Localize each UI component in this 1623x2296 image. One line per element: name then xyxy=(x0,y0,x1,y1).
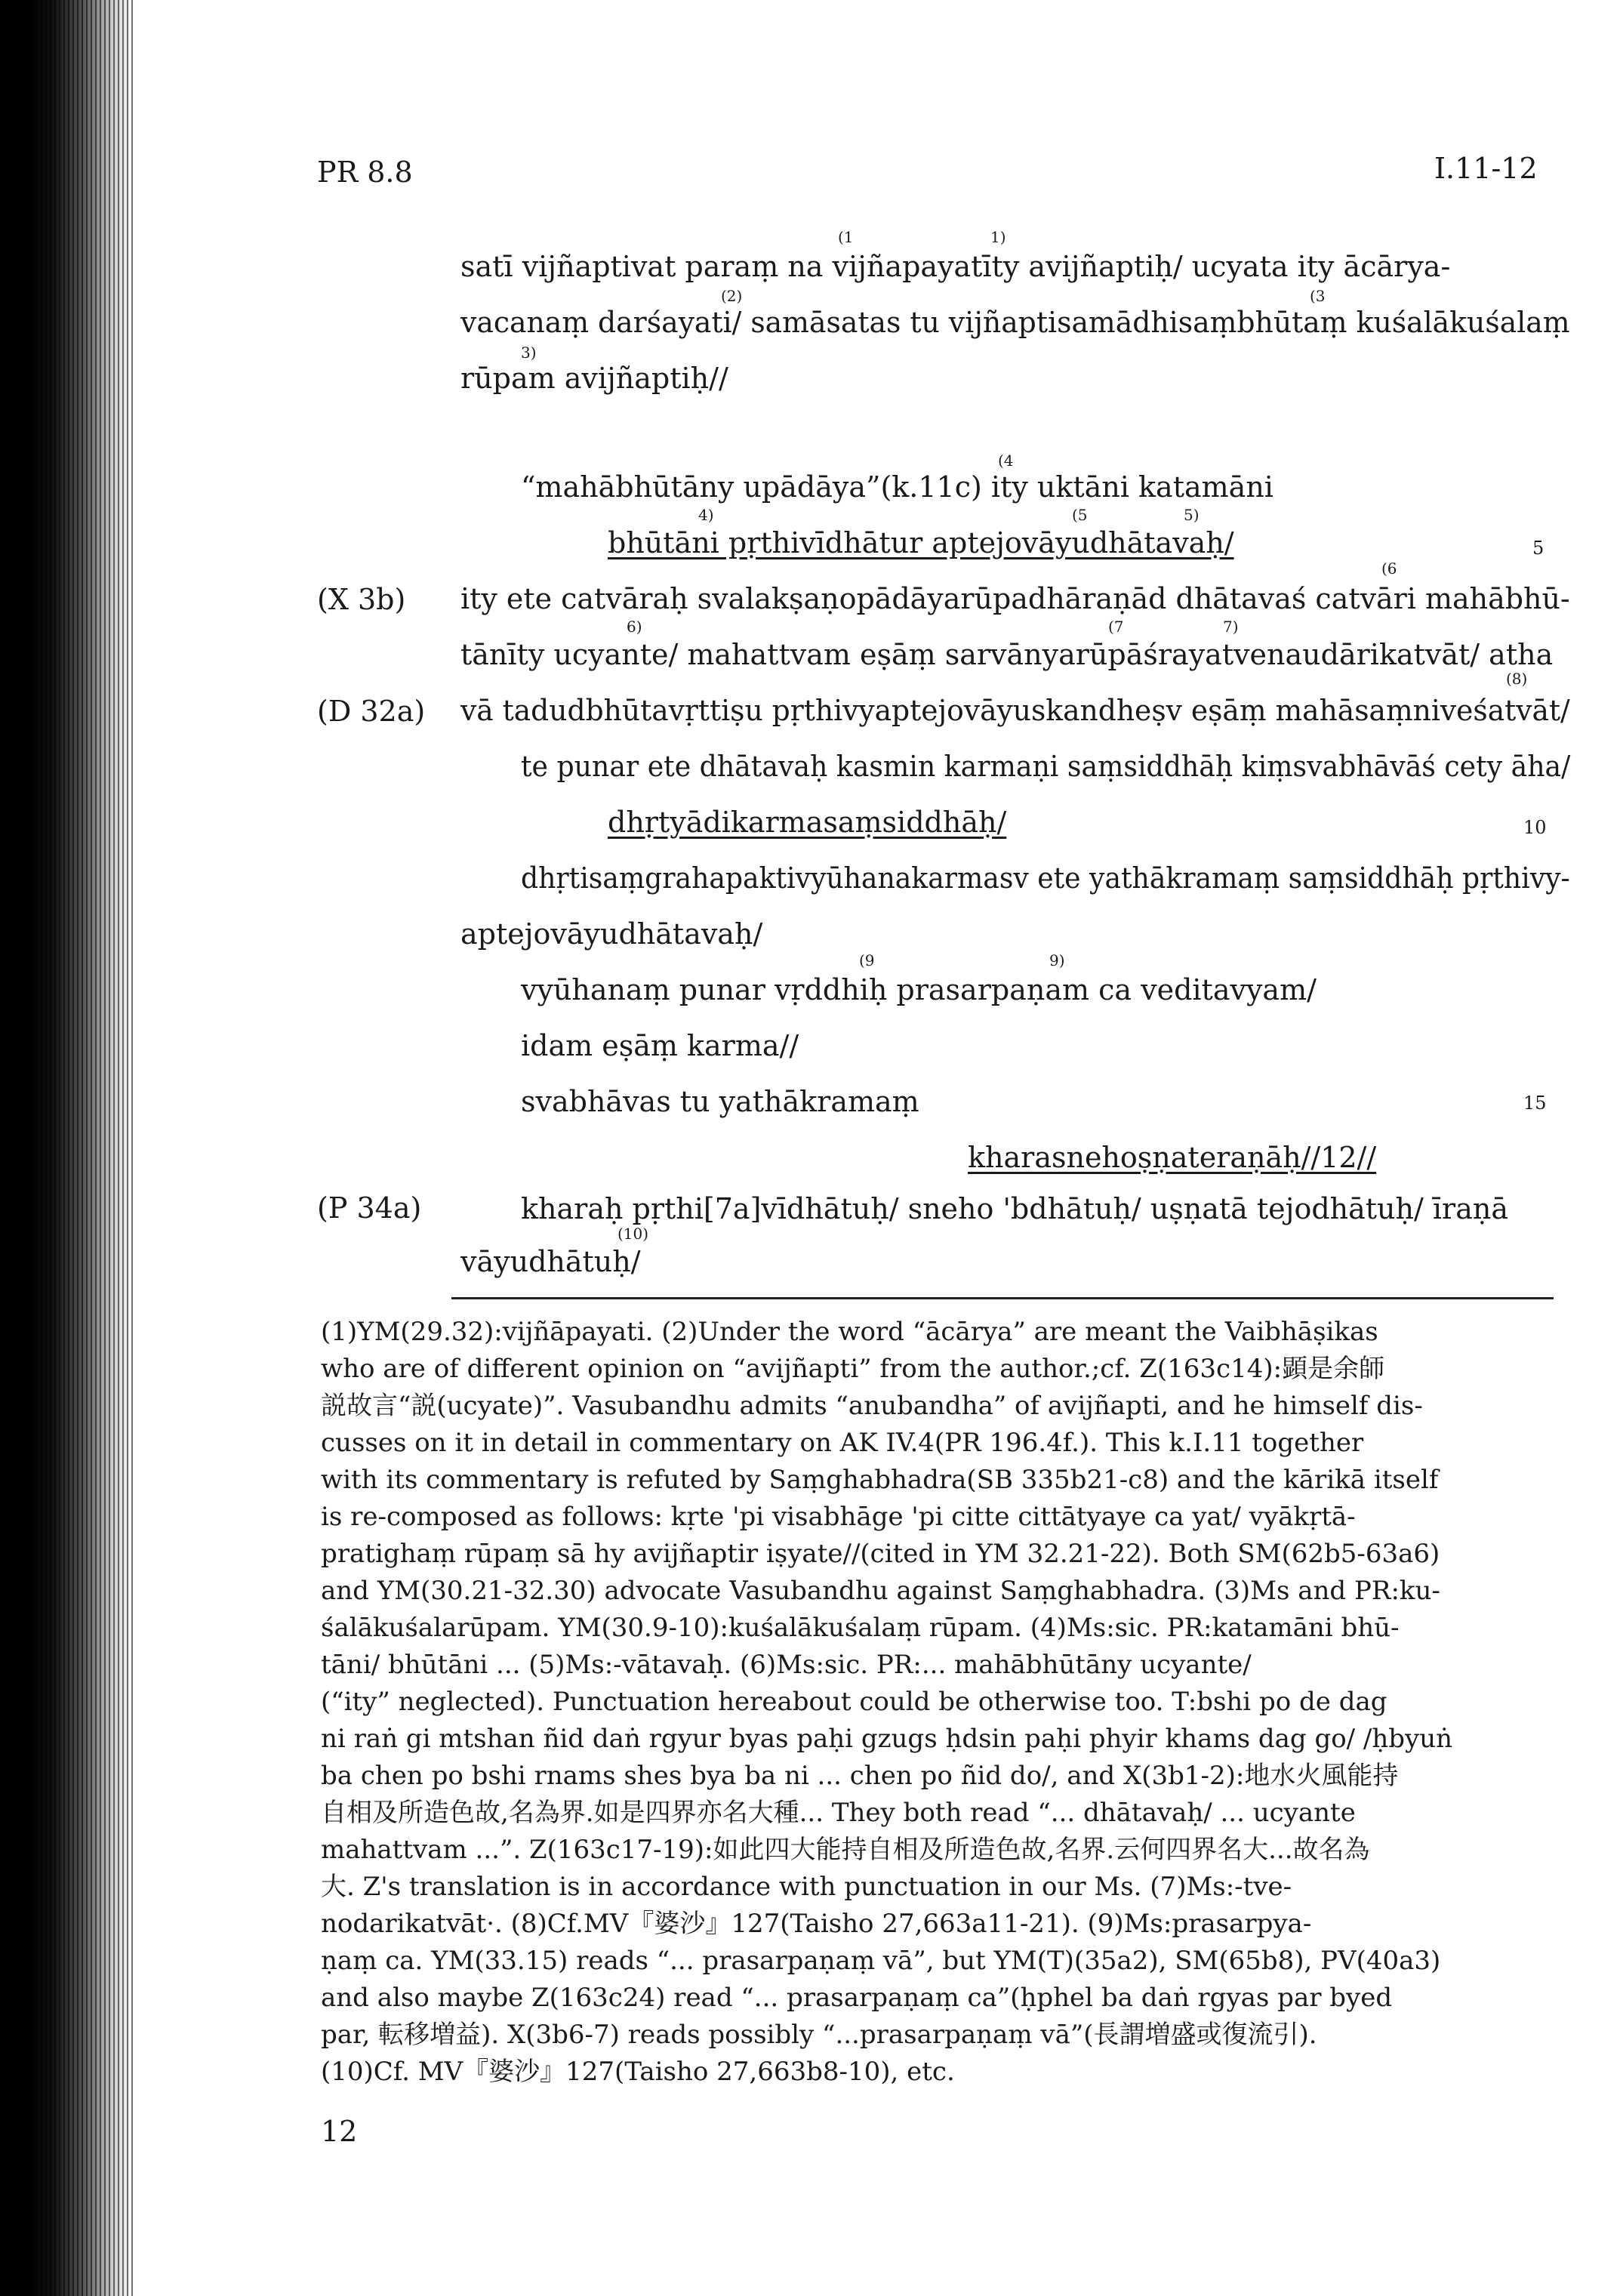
text-line: te punar ete dhātavaḥ kasmin karmaṇi saṃsiddhāḥ kiṃsvabhāvāś cety āha/ xyxy=(521,750,1571,783)
footnote-marker: 9) xyxy=(1049,951,1065,969)
margin-ref: (D 32a) xyxy=(317,695,426,728)
footnote-marker: 3) xyxy=(521,344,537,362)
footnote-line: 説故言“説(ucyate)”. Vasubandhu admits “anubandha” of avijñapti, and he himself dis- xyxy=(321,1391,1423,1421)
footnote-marker: (4 xyxy=(998,451,1014,470)
text-line: vyūhanaṃ punar vṛddhiḥ prasarpaṇam ca veditavyam/ xyxy=(521,973,1317,1006)
text-line: dhṛtisaṃgrahapaktivyūhanakarmasv ete yathākramaṃ saṃsiddhāḥ pṛthivy- xyxy=(521,861,1570,895)
running-header-right: I.11-12 xyxy=(1434,152,1538,185)
footnote-line: ba chen po bshi rnams shes bya ba ni ... chen po ñid do/, and X(3b1-2):地水火風能持 xyxy=(321,1761,1399,1791)
footnote-marker: (1 xyxy=(838,228,854,246)
footnote-marker: 5) xyxy=(1184,506,1200,524)
footnote-line: cusses on it in detail in commentary on AK IV.4(PR 196.4f.). This k.I.11 together xyxy=(321,1428,1364,1458)
footnote-marker: (9 xyxy=(859,951,875,969)
text-line: ity ete catvāraḥ svalakṣaṇopādāyarūpadhāraṇād dhātavaś catvāri mahābhū- xyxy=(460,582,1570,615)
text-line: svabhāvas tu yathākramaṃ xyxy=(521,1085,919,1118)
footnote-line: ṇaṃ ca. YM(33.15) reads “... prasarpaṇaṃ vā”, but YM(T)(35a2), SM(65b8), PV(40a3) xyxy=(321,1946,1441,1976)
text-line: vā tadudbhūtavṛttiṣu pṛthivyaptejovāyuskandheṣv eṣāṃ mahāsaṃniveśatvāt/ xyxy=(460,694,1570,727)
footnote-line: śalākuśalarūpam. YM(30.9-10):kuśalākuśalaṃ rūpam. (4)Ms:sic. PR:katamāni bhū- xyxy=(321,1613,1400,1643)
footnote-line: mahattvam ...”. Z(163c17-19):如此四大能持自相及所造色故,名界.云何四界名大...故名為 xyxy=(321,1835,1370,1865)
footnote-marker: (10) xyxy=(617,1225,649,1243)
karika-line: kharasnehoṣṇateraṇāḥ//12// xyxy=(968,1141,1377,1174)
footnote-line: par, 転移増益). X(3b6-7) reads possibly “...prasarpaṇaṃ vā”(長謂増盛或復流引). xyxy=(321,2020,1317,2050)
text-line: “mahābhūtāny upādāya”(k.11c) ity uktāni katamāni xyxy=(521,470,1273,504)
footnote-marker: 7) xyxy=(1223,618,1239,636)
text-line: satī vijñaptivat paraṃ na vijñapayatīty avijñaptiḥ/ ucyata ity ācārya- xyxy=(460,250,1451,283)
text-line: idam eṣāṃ karma// xyxy=(521,1029,799,1062)
margin-ref: (X 3b) xyxy=(317,583,406,616)
text-line: tānīty ucyante/ mahattvam eṣāṃ sarvānyarūpāśrayatvenaudārikatvāt/ atha xyxy=(460,638,1554,671)
text-line: rūpam avijñaptiḥ// xyxy=(460,362,728,395)
footnote-marker: (7 xyxy=(1108,618,1124,636)
line-number: 5 xyxy=(1532,538,1544,559)
footnote-line: 大. Z's translation is in accordance with punctuation in our Ms. (7)Ms:-tve- xyxy=(321,1872,1292,1902)
footnote-marker: (3 xyxy=(1310,287,1326,305)
text-line: kharaḥ pṛthi[7a]vīdhātuḥ/ sneho 'bdhātuḥ/ uṣṇatā tejodhātuḥ/ īraṇā xyxy=(521,1192,1508,1225)
page-number: 12 xyxy=(321,2115,358,2148)
running-header-left: PR 8.8 xyxy=(317,156,413,189)
footnote-marker: (8) xyxy=(1506,670,1528,688)
footnote-marker: 6) xyxy=(627,618,642,636)
footnote-line: ni raṅ gi mtshan ñid daṅ rgyur byas paḥi gzugs ḥdsin paḥi phyir khams dag go/ /ḥbyuṅ xyxy=(321,1724,1453,1754)
footnote-line: (10)Cf. MV『婆沙』127(Taisho 27,663b8-10), etc. xyxy=(321,2057,955,2087)
text-line: aptejovāyudhātavaḥ/ xyxy=(460,917,763,951)
footnote-line: is re-composed as follows: kṛte 'pi visabhāge 'pi citte cittātyaye ca yat/ vyākṛtā- xyxy=(321,1502,1356,1532)
footnote-line: 自相及所造色故,名為界.如是四界亦名大種... They both read “... dhātavaḥ/ ... ucyante xyxy=(321,1798,1356,1828)
text-line: vacanaṃ darśayati/ samāsatas tu vijñaptisamādhisaṃbhūtaṃ kuśalākuśalaṃ xyxy=(460,306,1570,339)
footnote-line: tāni/ bhūtāni ... (5)Ms:-vātavaḥ. (6)Ms:sic. PR:... mahābhūtāny ucyante/ xyxy=(321,1650,1252,1680)
footnote-marker: (6 xyxy=(1381,559,1397,578)
margin-ref: (P 34a) xyxy=(317,1191,422,1225)
footnote-marker: (2) xyxy=(721,287,743,305)
footnote-line: and YM(30.21-32.30) advocate Vasubandhu against Saṃghabhadra. (3)Ms and PR:ku- xyxy=(321,1576,1440,1606)
karika-line: dhṛtyādikarmasaṃsiddhāḥ/ xyxy=(608,806,1007,839)
line-number: 15 xyxy=(1523,1093,1547,1114)
footnote-marker: (5 xyxy=(1072,506,1088,524)
footnote-marker: 1) xyxy=(990,228,1006,246)
footnote-marker: 4) xyxy=(698,506,714,524)
footnote-line: (1)YM(29.32):vijñāpayati. (2)Under the word “ācārya” are meant the Vaibhāṣikas xyxy=(321,1317,1378,1347)
footnote-rule xyxy=(451,1297,1554,1299)
footnote-line: (“ity” neglected). Punctuation hereabout could be otherwise too. T:bshi po de dag xyxy=(321,1687,1387,1717)
footnote-line: pratighaṃ rūpaṃ sā hy avijñaptir iṣyate//(cited in YM 32.21-22). Both SM(62b5-63a6) xyxy=(321,1539,1440,1569)
footnote-line: who are of different opinion on “avijñapti” from the author.;cf. Z(163c14):顕是余師 xyxy=(321,1354,1385,1384)
footnote-line: with its commentary is refuted by Saṃghabhadra(SB 335b21-c8) and the kārikā itself xyxy=(321,1465,1439,1495)
scan-binding-edge xyxy=(0,0,134,2296)
karika-line: bhūtāni pṛthivīdhātur aptejovāyudhātavaḥ/ xyxy=(608,526,1234,559)
line-number: 10 xyxy=(1523,817,1547,838)
text-line: vāyudhātuḥ/ xyxy=(460,1245,641,1278)
footnote-line: nodarikatvāt·. (8)Cf.MV『婆沙』127(Taisho 27,663a11-21). (9)Ms:prasarpya- xyxy=(321,1909,1312,1939)
footnote-line: and also maybe Z(163c24) read “... prasarpaṇaṃ ca”(ḥphel ba daṅ rgyas par byed xyxy=(321,1983,1393,2013)
